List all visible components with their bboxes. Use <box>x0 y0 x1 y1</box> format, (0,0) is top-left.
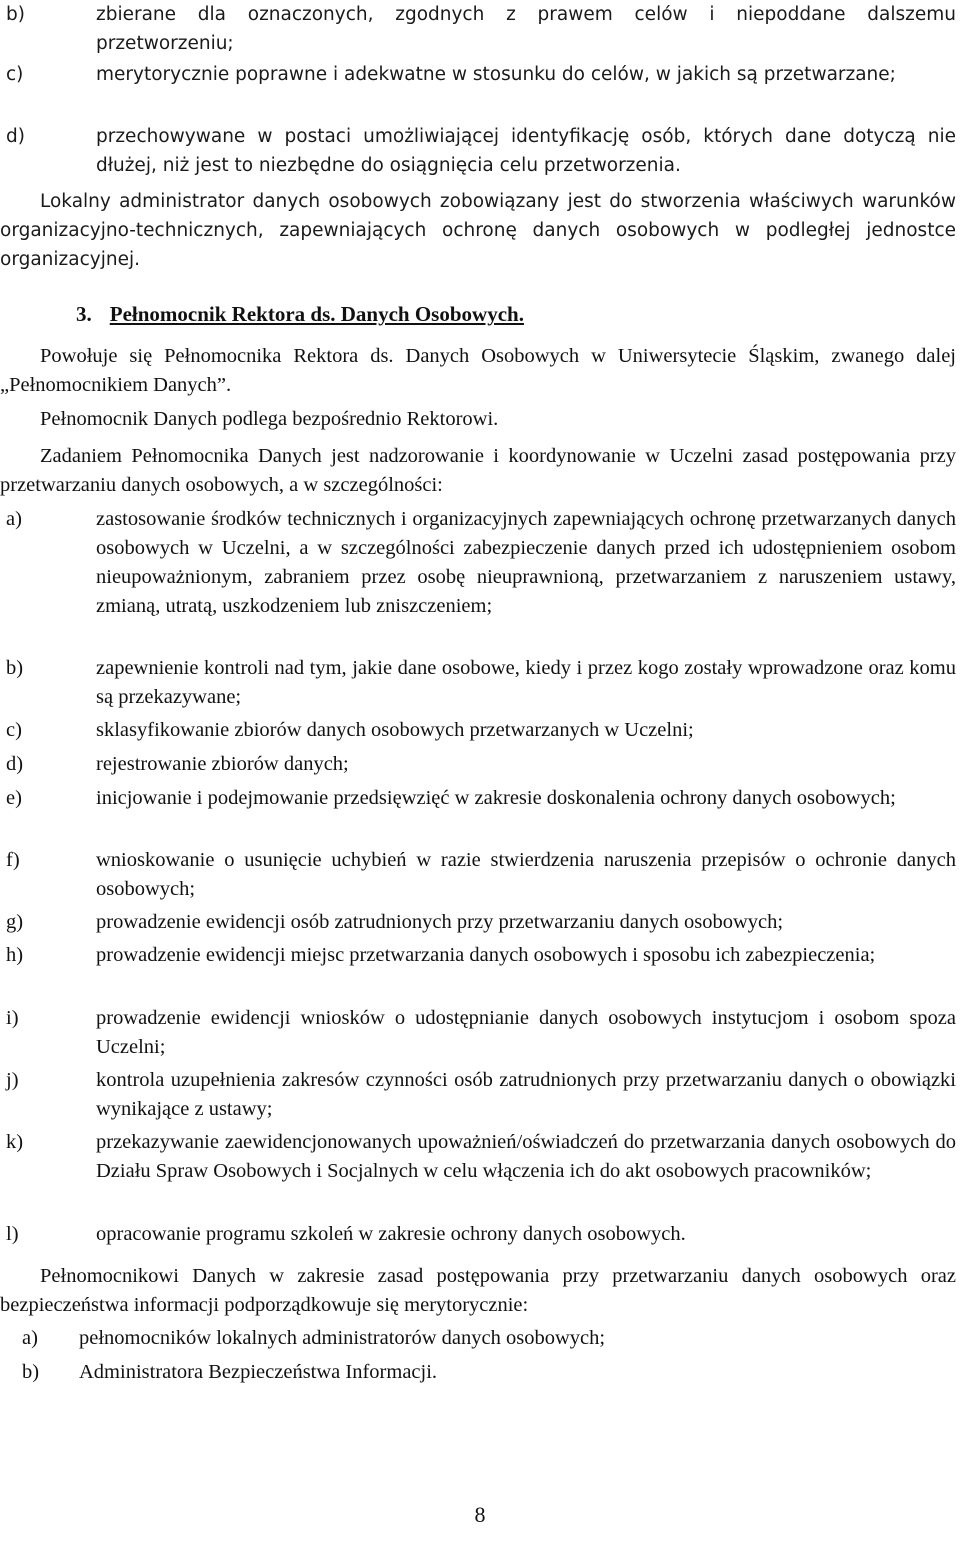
list-item-label: b) <box>6 4 25 25</box>
section-heading <box>76 300 524 329</box>
list-item-text: zbierane dla oznaczonych, zgodnych z prawem celów i niepoddane dalszemu przetworzeniu; <box>96 4 956 54</box>
task-text: kontrola uzupełnienia zakresów czynności osób zatrudnionych przy przetwarzaniu danych o obowiązki wynikające z ustawy; <box>96 1069 956 1120</box>
task-text: prowadzenie ewidencji wniosków o udostępnianie danych osobowych instytucjom i osobom spoza Uczelni; <box>96 1007 956 1058</box>
subordinate-text: pełnomocników lokalnych administratorów danych osobowych; <box>79 1327 606 1349</box>
task-label: b) <box>6 657 24 679</box>
task-label: a) <box>6 508 22 530</box>
task-text: przekazywanie zaewidencjonowanych upoważnień/oświadczeń do przetwarzania danych osobowych do Działu Spraw Osobowych i Socjalnych w celu włączenia ich do akt osobowych pracowników; <box>96 1131 956 1182</box>
task-text: sklasyfikowanie zbiorów danych osobowych przetwarzanych w Uczelni; <box>96 719 694 741</box>
section-title: Pełnomocnik Rektora ds. Danych Osobowych. <box>109 302 524 326</box>
paragraph-tasks-intro: Zadaniem Pełnomocnika Danych jest nadzorowanie i koordynowanie w Uczelni zasad postępowania przy przetwarzaniu danych osobowych, a w szczególności: <box>0 445 956 496</box>
paragraph-subordinates-intro: Pełnomocnikowi Danych w zakresie zasad postępowania przy przetwarzaniu danych osobowych oraz bezpieczeństwa informacji podporządkowuje się merytorycznie: <box>0 1265 956 1316</box>
task-label: f) <box>6 849 20 871</box>
section-number: 3. <box>76 302 92 326</box>
task-label: i) <box>6 1007 19 1029</box>
list-item-label: d) <box>6 126 25 147</box>
task-text: zapewnienie kontroli nad tym, jakie dane osobowe, kiedy i przez kogo zostały wprowadzone oraz komu są przekazywane; <box>96 657 956 708</box>
list-item-label: c) <box>6 64 24 85</box>
task-label: j) <box>6 1069 19 1091</box>
task-text: prowadzenie ewidencji miejsc przetwarzania danych osobowych i sposobu ich zabezpieczenia; <box>96 944 876 966</box>
paragraph-subordination: Pełnomocnik Danych podlega bezpośrednio Rektorowi. <box>40 408 499 430</box>
page-number: 8 <box>474 1502 486 1527</box>
task-text: wnioskowanie o usunięcie uchybień w razie stwierdzenia naruszenia przepisów o ochronie danych osobowych; <box>96 849 956 900</box>
task-text: prowadzenie ewidencji osób zatrudnionych przy przetwarzaniu danych osobowych; <box>96 911 784 933</box>
task-text: zastosowanie środków technicznych i organizacyjnych zapewniających ochronę przetwarzanych danych osobowych w Uczelni, a w szczególności zabezpieczenie danych przed ich udostępnieniem osobom nieupoważnionym, zabraniem przez osobę nieuprawnioną, przetwarzaniem z naruszeniem ustawy, zmianą, utratą, uszkodzeniem lub zniszczeniem; <box>96 508 956 617</box>
subordinate-text: Administratora Bezpieczeństwa Informacji. <box>79 1361 438 1383</box>
task-label: c) <box>6 719 22 741</box>
task-label: g) <box>6 911 24 933</box>
paragraph-local-admin: Lokalny administrator danych osobowych zobowiązany jest do stworzenia właściwych warunków organizacyjno-technicznych, zapewniających ochronę danych osobowych w podległej jednostce organizacyjnej. <box>0 191 956 270</box>
subordinate-label: b) <box>22 1361 40 1383</box>
list-item-text: przechowywane w postaci umożliwiającej identyfikację osób, których dane dotyczą nie dłużej, niż jest to niezbędne do osiągnięcia celu przetworzenia. <box>96 126 956 176</box>
task-text: rejestrowanie zbiorów danych; <box>96 753 349 775</box>
task-text: opracowanie programu szkoleń w zakresie ochrony danych osobowych. <box>96 1223 686 1245</box>
task-label: h) <box>6 944 24 966</box>
subordinate-label: a) <box>22 1327 38 1349</box>
task-label: k) <box>6 1131 24 1153</box>
task-label: l) <box>6 1223 19 1245</box>
task-label: d) <box>6 753 24 775</box>
task-text: inicjowanie i podejmowanie przedsięwzięć w zakresie doskonalenia ochrony danych osobowych; <box>96 787 896 809</box>
task-label: e) <box>6 787 22 809</box>
paragraph-appointment: Powołuje się Pełnomocnika Rektora ds. Danych Osobowych w Uniwersytecie Śląskim, zwanego dalej „Pełnomocnikiem Danych”. <box>0 345 956 396</box>
list-item-text: merytorycznie poprawne i adekwatne w stosunku do celów, w jakich są przetwarzane; <box>96 64 896 85</box>
